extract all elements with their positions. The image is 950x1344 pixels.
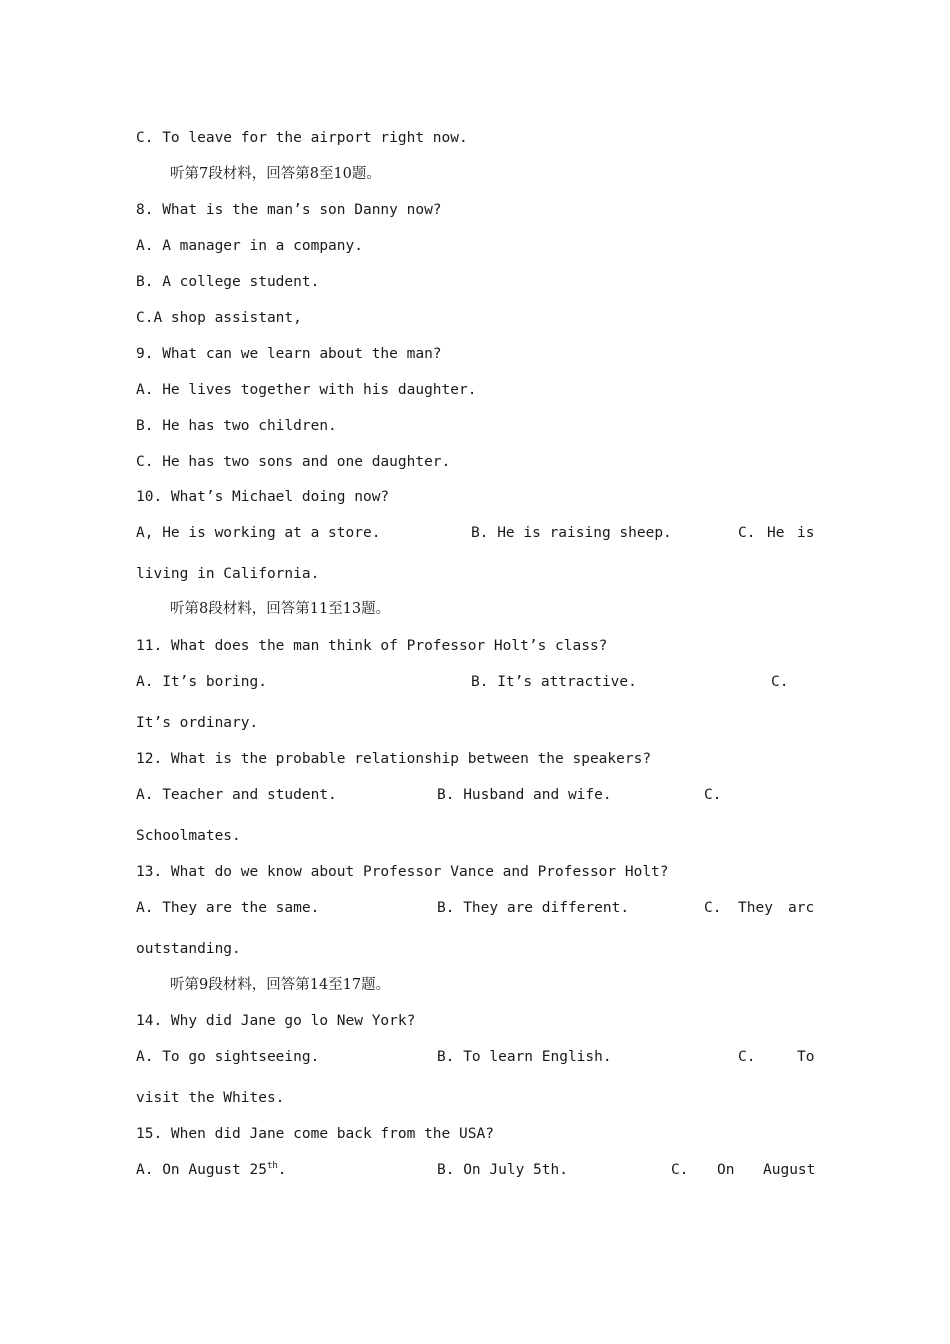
q12-option-c-label: C.: [704, 787, 722, 803]
q14-option-c-word: To: [797, 1049, 815, 1065]
q13-option-c-word: arc: [788, 900, 815, 916]
q10-option-c-word: is: [797, 525, 815, 541]
section-9-heading: 听第9段材料，回答第14至17题。: [170, 977, 391, 993]
q10-option-b: B. He is raising sheep.: [471, 525, 672, 541]
q15-option-c-word: August: [763, 1162, 816, 1178]
ordinal-suffix: th: [266, 1161, 278, 1171]
q15-option-c-word: On: [717, 1162, 735, 1178]
q10-option-c-continuation: living in California.: [136, 566, 320, 582]
q9-option-a: A. He lives together with his daughter.: [136, 382, 477, 398]
section-7-heading: 听第7段材料，回答第8至10题。: [170, 166, 381, 182]
q10-option-c-label: C.: [738, 525, 756, 541]
question-12: 12. What is the probable relationship between the speakers?: [136, 751, 652, 767]
q9-option-c: C. He has two sons and one daughter.: [136, 454, 451, 470]
q9-option-b: B. He has two children.: [136, 418, 337, 434]
q13-option-a: A. They are the same.: [136, 900, 320, 916]
q8-option-b: B. A college student.: [136, 274, 320, 290]
q10-option-c-word: He: [767, 525, 785, 541]
q14-option-c-continuation: visit the Whites.: [136, 1090, 285, 1106]
q13-option-c-continuation: outstanding.: [136, 941, 241, 957]
question-13: 13. What do we know about Professor Vance and Professor Holt?: [136, 864, 669, 880]
q13-option-b: B. They are different.: [437, 900, 630, 916]
q13-option-c-label: C.: [704, 900, 722, 916]
question-14: 14. Why did Jane go lo New York?: [136, 1013, 416, 1029]
q13-option-c-word: They: [738, 900, 773, 916]
q15-option-c-label: C.: [671, 1162, 689, 1178]
q8-option-c: C.A shop assistant,: [136, 310, 302, 326]
q12-option-c-continuation: Schoolmates.: [136, 828, 241, 844]
question-8: 8. What is the man’s son Danny now?: [136, 202, 442, 218]
q12-option-b: B. Husband and wife.: [437, 787, 612, 803]
q11-option-a: A. It’s boring.: [136, 674, 267, 690]
q7-option-c: C. To leave for the airport right now.: [136, 130, 468, 146]
q10-option-a: A, He is working at a store.: [136, 525, 381, 541]
q11-option-c-continuation: It’s ordinary.: [136, 715, 259, 731]
q11-option-c-label: C.: [771, 674, 789, 690]
question-15: 15. When did Jane come back from the USA?: [136, 1126, 494, 1142]
q14-option-c-label: C.: [738, 1049, 756, 1065]
question-11: 11. What does the man think of Professor Holt’s class?: [136, 638, 608, 654]
question-9: 9. What can we learn about the man?: [136, 346, 442, 362]
q12-option-a: A. Teacher and student.: [136, 787, 337, 803]
q15-option-a-text: A. On August 25: [136, 1162, 267, 1178]
q15-option-a-end: .: [277, 1162, 287, 1178]
q15-option-a: [136, 1160, 287, 1180]
q14-option-b: B. To learn English.: [437, 1049, 612, 1065]
q8-option-a: A. A manager in a company.: [136, 238, 363, 254]
q15-option-b: B. On July 5th.: [437, 1162, 568, 1178]
question-10: 10. What’s Michael doing now?: [136, 489, 390, 505]
q11-option-b: B. It’s attractive.: [471, 674, 637, 690]
section-8-heading: 听第8段材料，回答第11至13题。: [170, 601, 391, 617]
q14-option-a: A. To go sightseeing.: [136, 1049, 320, 1065]
